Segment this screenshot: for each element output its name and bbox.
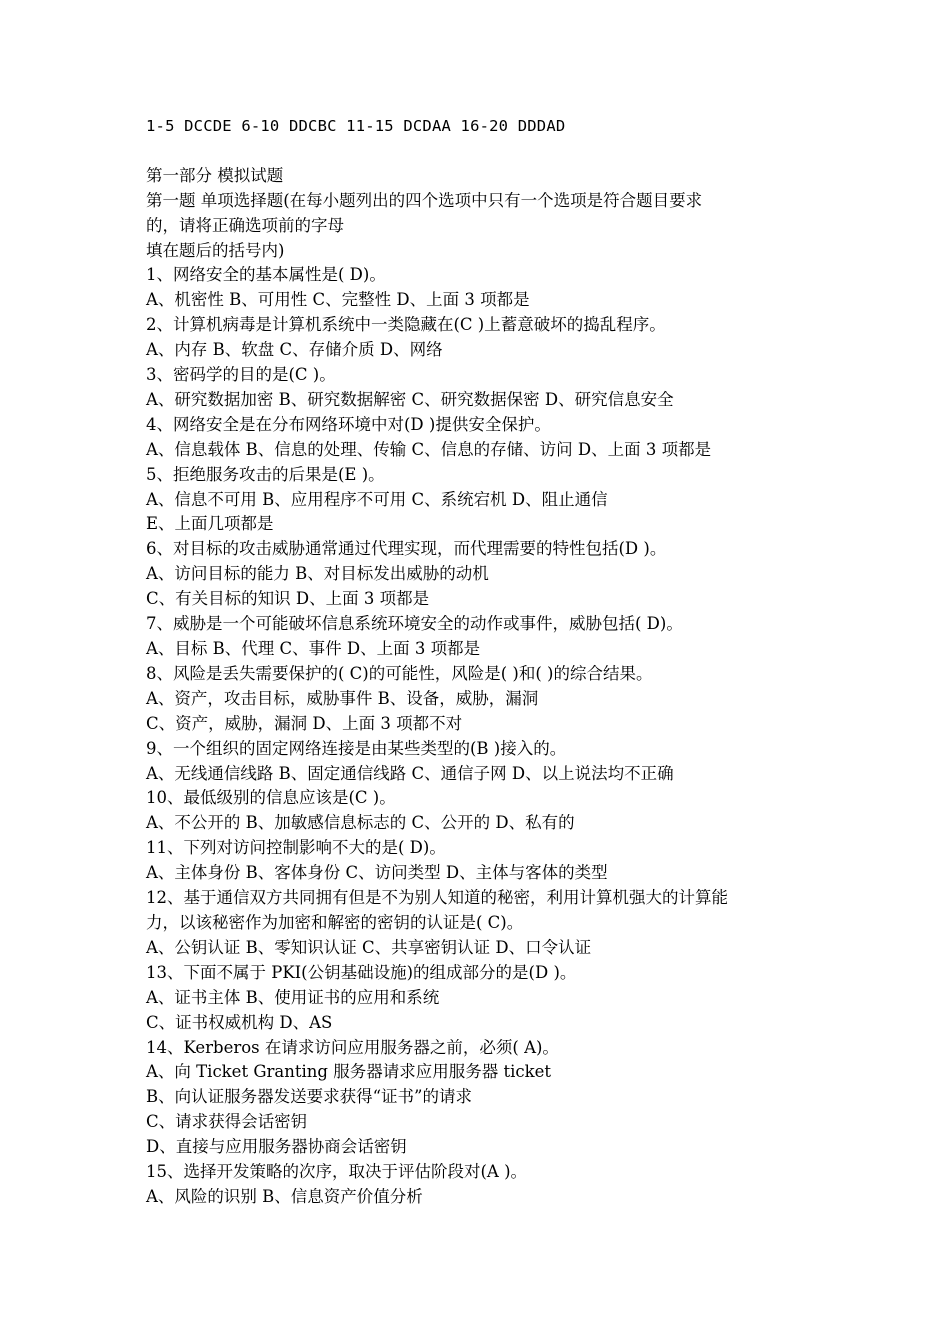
answer-key: 1-5 DCCDE 6-10 DDCBC 11-15 DCDAA 16-20 DDDAD bbox=[146, 117, 566, 135]
text-line: A、不公开的 B、加敏感信息标志的 C、公开的 D、私有的 bbox=[146, 813, 575, 833]
text-line: 13、下面不属于 PKI(公钥基础设施)的组成部分的是(D )。 bbox=[146, 962, 577, 982]
text-line: C、资产，威胁，漏洞 D、上面 3 项都不对 bbox=[146, 713, 463, 733]
text-line: 6、对目标的攻击威胁通常通过代理实现，而代理需要的特性包括(D )。 bbox=[146, 539, 667, 559]
text-line: 2、计算机病毒是计算机系统中一类隐藏在(C )上蓄意破坏的捣乱程序。 bbox=[146, 315, 666, 335]
text-line: B、向认证服务器发送要求获得“证书”的请求 bbox=[146, 1087, 472, 1107]
text-line: 第一题 单项选择题(在每小题列出的四个选项中只有一个选项是符合题目要求 bbox=[146, 190, 703, 210]
text-line: A、研究数据加密 B、研究数据解密 C、研究数据保密 D、研究信息安全 bbox=[146, 389, 674, 409]
text-line: 4、网络安全是在分布网络环境中对(D )提供安全保护。 bbox=[146, 414, 551, 434]
text-line: 3、密码学的目的是(C )。 bbox=[146, 365, 336, 385]
text-line: A、公钥认证 B、零知识认证 C、共享密钥认证 D、口令认证 bbox=[146, 937, 592, 957]
text-line: 的，请将正确选项前的字母 bbox=[146, 215, 344, 235]
text-line: A、风险的识别 B、信息资产价值分析 bbox=[146, 1186, 423, 1206]
text-line: A、向 Ticket Granting 服务器请求应用服务器 ticket bbox=[146, 1062, 551, 1082]
text-line: 5、拒绝服务攻击的后果是(E )。 bbox=[146, 464, 385, 484]
text-line: 10、最低级别的信息应该是(C )。 bbox=[146, 788, 396, 808]
text-line: 9、一个组织的固定网络连接是由某些类型的(B )接入的。 bbox=[146, 738, 567, 758]
blank-line bbox=[146, 139, 826, 164]
text-line: A、信息不可用 B、应用程序不可用 C、系统宕机 D、阻止通信 bbox=[146, 489, 608, 509]
document-body bbox=[146, 114, 826, 1210]
text-line: E、上面几项都是 bbox=[146, 514, 274, 534]
text-line: A、信息载体 B、信息的处理、传输 C、信息的存储、访问 D、上面 3 项都是 bbox=[146, 439, 712, 459]
text-line: 12、基于通信双方共同拥有但是不为别人知道的秘密，利用计算机强大的计算能 bbox=[146, 888, 728, 908]
text-line: A、目标 B、代理 C、事件 D、上面 3 项都是 bbox=[146, 639, 481, 658]
text-line: 14、Kerberos 在请求访问应用服务器之前，必须( A)。 bbox=[146, 1037, 559, 1057]
text-line: 11、下列对访问控制影响不大的是( D)。 bbox=[146, 838, 446, 858]
text-line: 填在题后的括号内) bbox=[146, 240, 285, 260]
text-line: C、证书权威机构 D、AS bbox=[146, 1012, 333, 1032]
text-line: A、无线通信线路 B、固定通信线路 C、通信子网 D、以上说法均不正确 bbox=[146, 763, 674, 783]
text-line: C、请求获得会话密钥 bbox=[146, 1112, 308, 1132]
text-line: A、主体身份 B、客体身份 C、访问类型 D、主体与客体的类型 bbox=[146, 863, 608, 883]
text-line: 15、选择开发策略的次序，取决于评估阶段对(A )。 bbox=[146, 1162, 528, 1182]
text-line: A、访问目标的能力 B、对目标发出威胁的动机 bbox=[146, 564, 489, 584]
text-line: A、内存 B、软盘 C、存储介质 D、网络 bbox=[146, 340, 443, 360]
text-line: A、资产，攻击目标，威胁事件 B、设备，威胁，漏洞 bbox=[146, 688, 539, 708]
text-line: 7、威胁是一个可能破坏信息系统环境安全的动作或事件，威胁包括( D)。 bbox=[146, 614, 683, 634]
text-line: 8、风险是丢失需要保护的( C)的可能性，风险是( )和( )的综合结果。 bbox=[146, 663, 653, 683]
text-line: C、有关目标的知识 D、上面 3 项都是 bbox=[146, 589, 430, 609]
text-line: A、证书主体 B、使用证书的应用和系统 bbox=[146, 987, 440, 1007]
text-line: D、直接与应用服务器协商会话密钥 bbox=[146, 1137, 407, 1157]
text-line: 1、网络安全的基本属性是( D)。 bbox=[146, 265, 386, 285]
question-text bbox=[146, 164, 826, 1210]
text-line: A、机密性 B、可用性 C、完整性 D、上面 3 项都是 bbox=[146, 290, 530, 310]
text-line: 力，以该秘密作为加密和解密的密钥的认证是( C)。 bbox=[146, 912, 524, 932]
text-line: 第一部分 模拟试题 bbox=[146, 165, 284, 185]
